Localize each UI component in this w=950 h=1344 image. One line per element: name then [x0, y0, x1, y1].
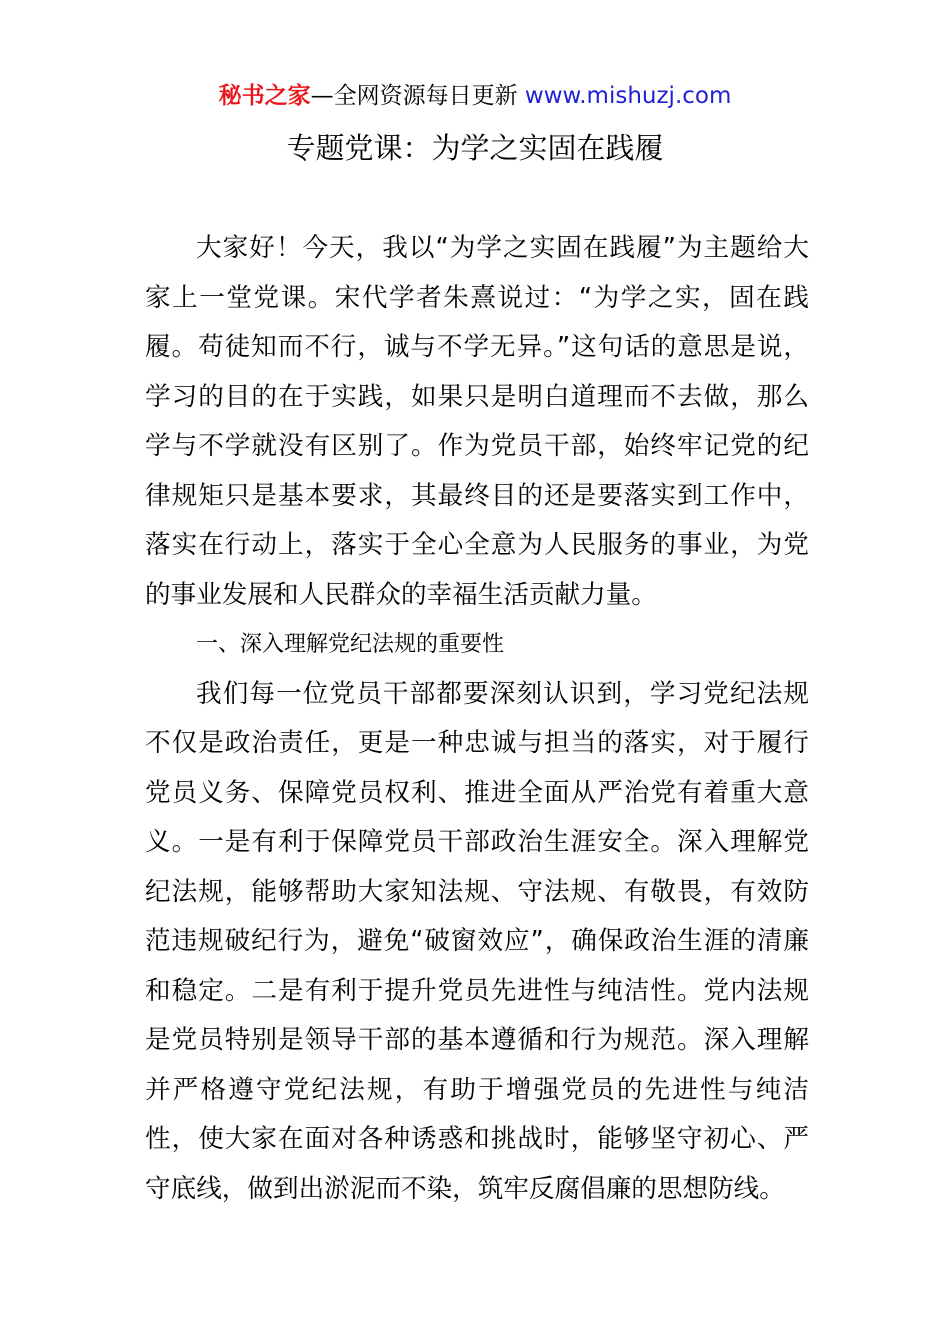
- brand-name: 秘书之家: [218, 83, 311, 109]
- section-heading-1: 一、深入理解党纪法规的重要性: [196, 632, 505, 657]
- document-body: [145, 224, 809, 1214]
- paragraph-intro: 大家好！今天，我以“为学之实固在践履”为主题给大家上一堂党课。宋代学者朱熹说过：“为学之实，固在践履。苟徒知而不行，诚与不学无异。”这句话的意思是说，学习的目的在于实践，如果只是明白道理而不去做，那么学与不学就没有区别了。作为党员干部，始终牢记党的纪律规矩只是基本要求，其最终目的还是要落实到工作中，落实在行动上，落实于全心全意为人民服务的事业，为党的事业发展和人民群众的幸福生活贡献力量。: [145, 233, 809, 610]
- site-header: [0, 78, 950, 114]
- header-tagline: —全网资源每日更新: [310, 83, 525, 109]
- document-title: 专题党课：为学之实固在践履: [286, 131, 664, 165]
- paragraph-section-1: 我们每一位党员干部都要深刻认识到，学习党纪法规不仅是政治责任，更是一种忠诚与担当的落实，对于履行党员义务、保障党员权利、推进全面从严治党有着重大意义。一是有利于保障党员干部政治生涯安全。深入理解党纪法规，能够帮助大家知法规、守法规、有敬畏，有效防范违规破纪行为，避免“破窗效应”，确保政治生涯的清廉和稳定。二是有利于提升党员先进性与纯洁性。党内法规是党员特别是领导干部的基本遵循和行为规范。深入理解并严格遵守党纪法规，有助于增强党员的先进性与纯洁性，使大家在面对各种诱惑和挑战时，能够坚守初心、严守底线，做到出淤泥而不染，筑牢反腐倡廉的思想防线。: [145, 678, 809, 1204]
- site-url-link[interactable]: www.mishuzj.com: [524, 83, 732, 109]
